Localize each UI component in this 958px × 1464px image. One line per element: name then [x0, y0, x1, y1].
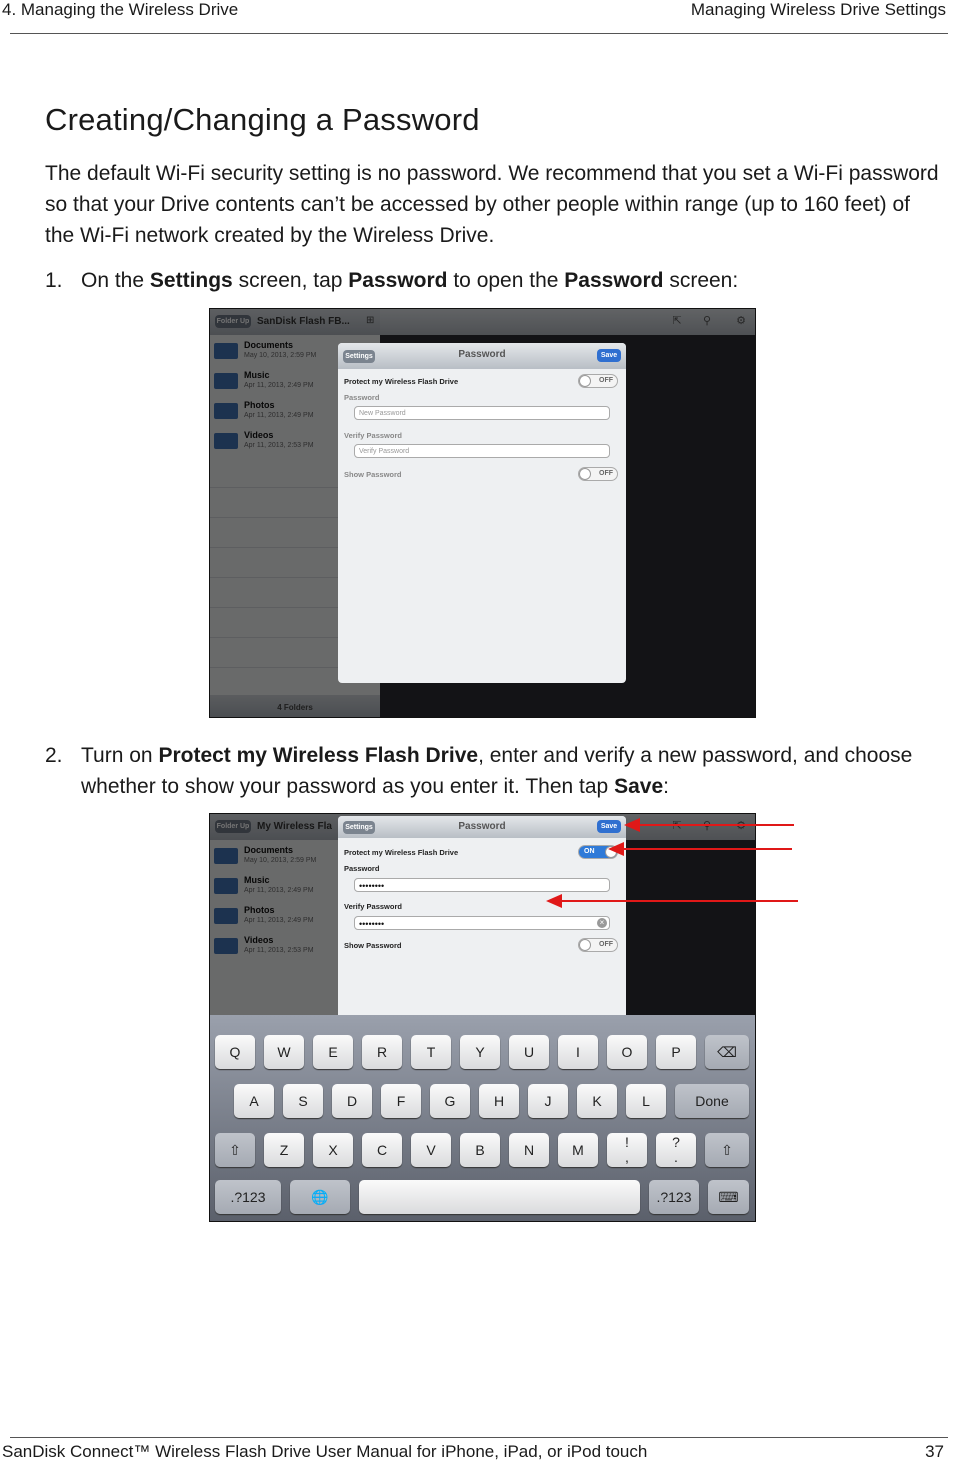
- modal-title: Password: [458, 821, 506, 832]
- key-l[interactable]: L: [626, 1084, 666, 1118]
- key-q[interactable]: Q: [215, 1035, 255, 1069]
- key-h[interactable]: H: [479, 1084, 519, 1118]
- modal-title: Password: [458, 349, 506, 360]
- show-password-toggle[interactable]: OFF: [578, 467, 618, 481]
- password-label: Password: [344, 864, 380, 873]
- key-y[interactable]: Y: [460, 1035, 500, 1069]
- step-text: On the Settings screen, tap Password to open the Password screen:: [81, 269, 739, 292]
- key-a[interactable]: A: [234, 1084, 274, 1118]
- step-number: 1.: [45, 269, 63, 292]
- verify-password-field[interactable]: Verify Password: [354, 444, 610, 458]
- callout-arrow-save: [638, 824, 794, 826]
- key-c[interactable]: C: [362, 1133, 402, 1167]
- key-question-period[interactable]: ? .: [656, 1133, 696, 1167]
- onscreen-keyboard: [210, 1015, 755, 1221]
- key-z[interactable]: Z: [264, 1133, 304, 1167]
- key-i[interactable]: I: [558, 1035, 598, 1069]
- settings-back-button[interactable]: Settings: [343, 821, 375, 834]
- verify-password-label: Verify Password: [344, 431, 402, 440]
- space-key[interactable]: [359, 1180, 640, 1214]
- page-title: Creating/Changing a Password: [45, 102, 480, 137]
- protect-label: Protect my Wireless Flash Drive: [344, 848, 459, 857]
- show-password-label: Show Password: [344, 470, 402, 479]
- key-v[interactable]: V: [411, 1133, 451, 1167]
- numbers-key-left[interactable]: .?123: [215, 1180, 281, 1214]
- screenshot-password-entry: [209, 813, 756, 1222]
- numbers-key-right[interactable]: .?123: [649, 1180, 699, 1214]
- new-password-field[interactable]: ••••••••: [354, 878, 610, 892]
- protect-toggle[interactable]: OFF: [578, 374, 618, 388]
- done-key[interactable]: Done: [675, 1084, 749, 1118]
- hide-keyboard-icon[interactable]: ⌨: [708, 1180, 749, 1214]
- key-f[interactable]: F: [381, 1084, 421, 1118]
- callout-arrow-fields: [560, 900, 798, 902]
- verify-password-field[interactable]: ••••••••: [354, 916, 610, 930]
- show-password-label: Show Password: [344, 941, 402, 950]
- backspace-key[interactable]: ⌫: [705, 1035, 749, 1069]
- shift-key-left[interactable]: ⇧: [215, 1133, 255, 1167]
- save-button[interactable]: Save: [597, 820, 621, 833]
- key-g[interactable]: G: [430, 1084, 470, 1118]
- key-u[interactable]: U: [509, 1035, 549, 1069]
- key-s[interactable]: S: [283, 1084, 323, 1118]
- clear-icon[interactable]: ×: [597, 918, 607, 928]
- running-header-chapter: 4. Managing the Wireless Drive: [2, 0, 239, 19]
- key-k[interactable]: K: [577, 1084, 617, 1118]
- footer-text: SanDisk Connect™ Wireless Flash Drive User Manual for iPhone, iPad, or iPod touch: [2, 1442, 648, 1461]
- key-x[interactable]: X: [313, 1133, 353, 1167]
- shift-key-right[interactable]: ⇧: [705, 1133, 749, 1167]
- key-o[interactable]: O: [607, 1035, 647, 1069]
- running-header-section: Managing Wireless Drive Settings: [690, 0, 946, 19]
- password-label: Password: [344, 393, 380, 402]
- step-number: 2.: [45, 744, 63, 767]
- password-modal: [338, 343, 626, 683]
- key-b[interactable]: B: [460, 1133, 500, 1167]
- new-password-field[interactable]: New Password: [354, 406, 610, 420]
- step-1: [45, 265, 945, 296]
- footer-rule: [10, 1437, 948, 1438]
- callout-arrow-toggle: [622, 848, 792, 850]
- screenshot-password-screen: [209, 308, 756, 718]
- key-exclaim-comma[interactable]: ! ,: [607, 1133, 647, 1167]
- key-m[interactable]: M: [558, 1133, 598, 1167]
- header-rule: [10, 33, 948, 34]
- protect-toggle[interactable]: ON: [578, 845, 618, 859]
- globe-icon[interactable]: 🌐: [290, 1180, 350, 1214]
- settings-back-button[interactable]: Settings: [343, 350, 375, 363]
- step-2: [45, 740, 955, 798]
- intro-paragraph: The default Wi-Fi security setting is no password. We recommend that you set a Wi-Fi password so that your Drive contents can’t be accessed by other people within range (up to 160 feet) of the Wi-Fi network created by the Wireless Drive.: [45, 162, 939, 247]
- show-password-toggle[interactable]: OFF: [578, 938, 618, 952]
- key-j[interactable]: J: [528, 1084, 568, 1118]
- protect-label: Protect my Wireless Flash Drive: [344, 377, 459, 386]
- key-n[interactable]: N: [509, 1133, 549, 1167]
- key-r[interactable]: R: [362, 1035, 402, 1069]
- key-e[interactable]: E: [313, 1035, 353, 1069]
- key-t[interactable]: T: [411, 1035, 451, 1069]
- step-text: Turn on Protect my Wireless Flash Drive, enter and verify a new password, and choose whether to show your password as you enter it. Then tap Save:: [81, 744, 913, 798]
- key-d[interactable]: D: [332, 1084, 372, 1118]
- page-number: 37: [925, 1442, 944, 1461]
- verify-password-label: Verify Password: [344, 902, 402, 911]
- password-modal: [338, 816, 626, 1030]
- key-p[interactable]: P: [656, 1035, 696, 1069]
- save-button[interactable]: Save: [597, 349, 621, 362]
- key-w[interactable]: W: [264, 1035, 304, 1069]
